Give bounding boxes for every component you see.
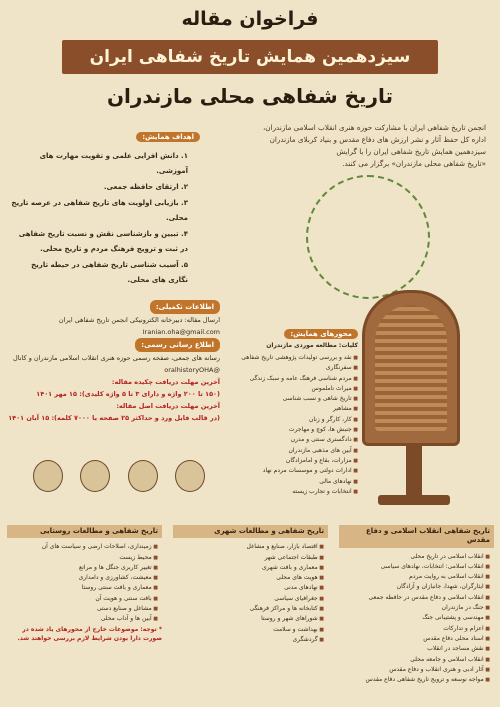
axis-item: ■ میراث ناملموس [238, 384, 358, 394]
sponsor-logos [24, 460, 214, 500]
column-item: ■ بهداشت و سلامت [173, 625, 324, 635]
column-item: ■ جنگ در مازندران [339, 603, 490, 613]
intro-line: «تاریخ شفاهی محلی مازندران» برگزار می کنند. [342, 159, 486, 168]
column-heading: تاریخ شفاهی و مطالعات روستایی [7, 525, 162, 538]
column-item: ■ نقش مساجد در انقلاب [339, 644, 490, 654]
column-item: ■ تغییر کاربری جنگل ها و مراتع [7, 563, 158, 573]
column-item: ■ انقلاب اسلامی و جامعه محلی [339, 655, 490, 665]
axis-item: ■ جنبش ها، کوچ و مهاجرت [238, 425, 358, 435]
axis-item: ■ مشاهیر [238, 404, 358, 414]
column-item: ■ اقتصاد بازار، صنایع و مشاغل [173, 542, 324, 552]
column-item: ■ معماری و بافت سنتی روستا [7, 583, 158, 593]
axis-item: ■ تاریخ شاهی و نسب شناسی [238, 394, 358, 404]
column-item: ■ انقلاب اسلامی در تاریخ محلی [339, 552, 490, 562]
topics-note: * توجه: موضوعات خارج از محورهای یاد شده در صورت دارا بودن شرایط لازم بررسی خواهند شد. [17, 625, 162, 642]
intro-line: اداره کل حفظ آثار و نشر ارزش های دفاع مقدس و بنیاد کربلای مازندران [269, 135, 486, 144]
axes-section [238, 321, 358, 497]
column-item: ■ نهادهای مدنی [173, 583, 324, 593]
sponsor-logo [175, 460, 205, 492]
axis-item: ■ نهادهای مالی [238, 477, 358, 487]
column-item: ■ انقلاب اسلامی و دفاع مقدس در حافظه جمعی [339, 593, 490, 603]
column-item: ■ طبقات اجتماعی شهر [173, 553, 324, 563]
column-item: ■ معماری و بافت شهری [173, 563, 324, 573]
column-item: ■ محیط زیست [7, 553, 158, 563]
microphone-base [378, 495, 450, 505]
axes-heading: محورهای همایش: [284, 329, 358, 339]
email-link[interactable]: Iranian.oha@gmail.com [142, 328, 220, 336]
axis-item: ■ آیین های مذهبی مازندران [238, 446, 358, 456]
axis-item: ■ ادارات دولتی و موسسات مردم نهاد [238, 466, 358, 476]
intro-line: انجمن تاریخ شفاهی ایران با مشارکت حوزه هنری انقلاب اسلامی مازندران، [262, 123, 486, 132]
axis-item: ■ مزارات، بقاع و امامزادگان [238, 456, 358, 466]
axis-item: ■ نقد و بررسی تولیدات پژوهشی تاریخ شفاهی [238, 353, 358, 363]
media-heading: اطلاع رسانی رسمی: [135, 338, 220, 352]
axis-item: ■ سفرنگاری [238, 363, 358, 373]
goal-item: ۴. تبیین و بازشناسی نقش و نسبت تاریخ شفاهی در ثبت و ترویج فرهنگ مردم و تاریخ محلی. [18, 230, 188, 253]
column-heading: تاریخ شفاهی و مطالعات شهری [173, 525, 328, 538]
goals-section [10, 124, 200, 289]
column-item: ■ گردشگری [173, 635, 324, 645]
column-revolution [339, 525, 494, 685]
intro-line: سیزدهمین همایش تاریخ شفاهی ایران را با گرایش [336, 147, 486, 156]
axis-item: ■ انتخابات و تجارب زیسته [238, 487, 358, 497]
column-item: ■ مهندسی و پشتیبانی جنگ [339, 613, 490, 623]
column-item: ■ مشاغل و صنایع دستی [7, 604, 158, 614]
paper-deadline: (در قالب فایل ورد و حداکثر ۲۵ صفحه یا ۷۰۰۰ کلمه): ۱۵ آبان ۱۴۰۱ [8, 414, 220, 422]
axis-item: ■ کار، کارگر و زنان [238, 415, 358, 425]
goals-heading: اهداف همایش: [136, 132, 200, 142]
info-heading: اطلاعات تکمیلی: [150, 300, 220, 314]
column-item: ■ شوراهای شهر و روستا [173, 614, 324, 624]
info-section [8, 300, 220, 424]
axis-item: ■ مردم شناسی فرهنگ عامه و سبک زندگی [238, 374, 358, 384]
column-item: ■ اعزام و تدارکات [339, 624, 490, 634]
column-item: ■ انقلاب اسلامی به روایت مردم [339, 572, 490, 582]
column-item: ■ انقلاب اسلامی: انتخابات، نهادهای سیاسی [339, 562, 490, 572]
sponsor-logo [80, 460, 110, 492]
vine-decoration [306, 175, 430, 299]
microphone-grill [375, 305, 447, 431]
conference-title-banner: سیزدهمین همایش تاریخ شفاهی ایران [62, 40, 438, 74]
column-heading: تاریخ شفاهی انقلاب اسلامی و دفاع مقدس [339, 525, 494, 548]
column-item: ■ آیین ها و آداب محلی [7, 614, 158, 624]
send-label: ارسال مقاله: دبیرخانه الکترونیکی انجمن تاریخ شفاهی ایران [58, 316, 220, 324]
column-urban [173, 525, 328, 645]
paper-deadline-label: آخرین مهلت دریافت اصل مقاله: [116, 402, 220, 410]
sponsor-logo [128, 460, 158, 492]
column-item: ■ هویت های محلی [173, 573, 324, 583]
column-item: ■ بافت سنتی و هویت آن [7, 594, 158, 604]
conference-subtitle: تاریخ شفاهی محلی مازندران [106, 84, 394, 108]
column-item: ■ ایثارگران، شهدا، جانبازان و آزادگان [339, 582, 490, 592]
column-item: ■ اسناد محلی دفاع مقدس [339, 634, 490, 644]
goal-item: ۱. دانش افزایی علمی و تقویت مهارت های آموزشی. [39, 152, 188, 175]
intro-text [218, 122, 486, 170]
column-item: ■ زمینداری، اصلاحات ارضی و سیاست های آن [7, 542, 158, 552]
column-item: ■ آثار ادبی و هنری انقلاب و دفاع مقدس [339, 665, 490, 675]
goal-item: ۳. بازیابی اولویت های تاریخ شفاهی در عرصه تاریخ محلی. [11, 199, 188, 222]
microphone-illustration [362, 290, 460, 446]
column-item: ■ مواجه نوسعه و ترویج تاریخ شفاهی دفاع مقدس [339, 675, 490, 685]
axes-subheading: کلیات: مطالعه موردی مازندران [266, 342, 358, 349]
column-rural [7, 525, 162, 643]
column-item: ■ معیشت، کشاورزی و دامداری [7, 573, 158, 583]
sponsor-logo [33, 460, 63, 492]
column-item: ■ کتابخانه ها و مراکز فرهنگی [173, 604, 324, 614]
abstract-deadline: (۱۵۰ تا ۲۰۰ واژه و دارای ۳ تا ۵ واژه کلیدی): ۱۵ مهر ۱۴۰۱ [36, 390, 220, 398]
column-item: ■ جغرافیای سیاسی [173, 594, 324, 604]
goal-item: ۵. آسیب شناسی تاریخ شفاهی در حیطه تاریخ نگاری های محلی. [31, 261, 188, 284]
goal-item: ۲. ارتقای حافظه جمعی. [103, 183, 188, 191]
call-for-papers-title: فراخوان مقاله [181, 8, 319, 30]
abstract-deadline-label: آخرین مهلت دریافت چکیده مقاله: [111, 378, 220, 386]
media-text: رسانه های جمعی، صفحه رسمی حوزه هنری انقلاب اسلامی مازندران و کانال @oralhistoryOHA [13, 354, 220, 374]
axis-item: ■ دادگستری سنتی و مدرن [238, 435, 358, 445]
microphone-stand [406, 445, 422, 495]
